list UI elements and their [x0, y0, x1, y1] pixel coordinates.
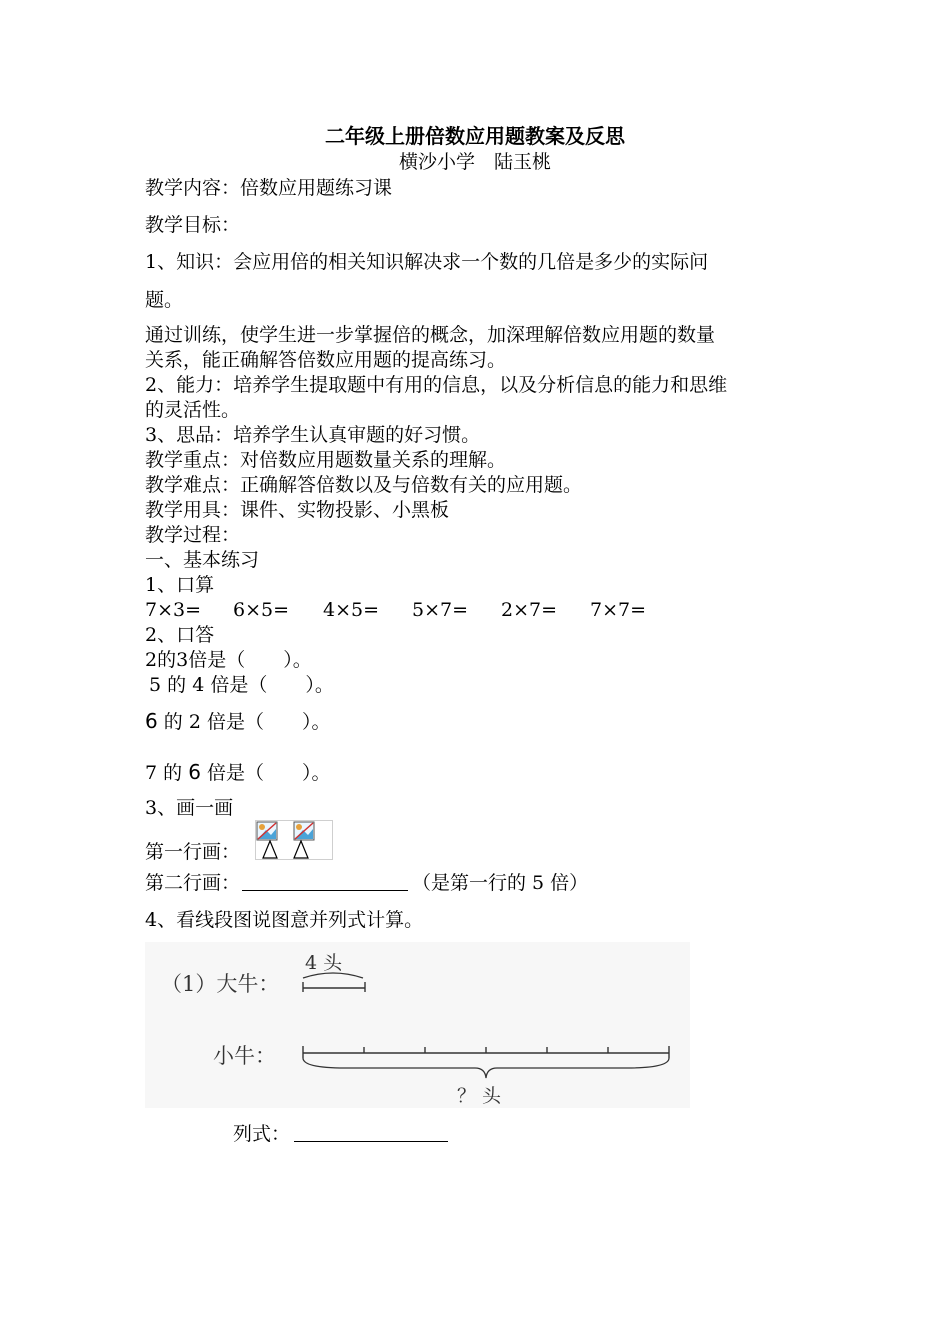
- formula-row: 列式：: [233, 1122, 448, 1146]
- goal3: 3、思品：培养学生认真审题的好习惯。: [145, 424, 481, 446]
- goals-heading: 教学目标：: [145, 214, 241, 236]
- line-segment-diagram: [145, 942, 690, 1108]
- image-placeholder-icon: [294, 822, 314, 840]
- draw-row2: 第二行画： （是第一行的 5 倍）: [145, 872, 589, 894]
- small-cow-label: 小牛：: [213, 1044, 276, 1068]
- formula-blank[interactable]: [294, 1123, 448, 1142]
- goal1-line2: 题。: [145, 289, 184, 311]
- oral-answer-item: 6 的 2 倍是（ ）。: [145, 709, 331, 733]
- shape-drawing: [256, 821, 332, 859]
- draw-row1-label: 第一行画：: [145, 841, 241, 863]
- oral-calc-heading: 1、口算: [145, 574, 215, 596]
- small-cow-total: ？ 头: [457, 1085, 502, 1107]
- goal1-paragraph-line1: 通过训练，使学生进一步掌握倍的概念，加深理解倍数应用题的数量: [145, 324, 716, 346]
- goal1-paragraph-line2: 关系，能正确解答倍数应用题的提高练习。: [145, 349, 507, 371]
- oral-answer-item: 2的3倍是（ ）。: [145, 649, 312, 671]
- document-title: 二年级上册倍数应用题教案及反思: [325, 124, 625, 148]
- section-basic-practice: 一、基本练习: [145, 549, 260, 571]
- author-line: 横沙小学 陆玉桃: [398, 151, 551, 173]
- small-cow-brace: [303, 1058, 669, 1078]
- oral-calc-item: 5×7=: [412, 599, 469, 621]
- big-cow-label: （1）大牛：: [161, 972, 280, 996]
- goal2-line2: 的灵活性。: [145, 399, 241, 421]
- line-diagram-heading: 4、看线段图说图意并列式计算。: [145, 909, 424, 931]
- first-row-drawing: [255, 820, 333, 860]
- key-point: 教学重点：对倍数应用题数量关系的理解。: [145, 449, 507, 471]
- goal2-line1: 2、能力：培养学生提取题中有用的信息，以及分析信息的能力和思维: [145, 374, 728, 396]
- oral-calc-item: 7×7=: [590, 599, 647, 621]
- teaching-content: 教学内容：倍数应用题练习课: [145, 177, 393, 199]
- oral-calc-item: 7×3=: [145, 599, 202, 621]
- triangle-icon: [263, 841, 277, 858]
- oral-calc-row: [145, 598, 646, 622]
- triangle-icon: [294, 841, 308, 858]
- oral-answer-item: 5 的 4 倍是（ ）。: [149, 674, 334, 696]
- big-cow-count: 4 头: [305, 952, 343, 974]
- difficulty: 教学难点：正确解答倍数以及与倍数有关的应用题。: [145, 474, 583, 496]
- oral-answer-heading: 2、口答: [145, 624, 215, 646]
- oral-calc-item: 4×5=: [323, 599, 380, 621]
- draw-heading: 3、画一画: [145, 797, 234, 819]
- goal1-line1: 1、知识：会应用倍的相关知识解决求一个数的几倍是多少的实际问: [145, 251, 709, 273]
- oral-answer-item: 7 的 6 倍是（ ）。: [145, 760, 331, 784]
- answer-blank[interactable]: [242, 872, 408, 891]
- oral-calc-item: 6×5=: [233, 599, 290, 621]
- image-placeholder-icon: [257, 822, 277, 840]
- teaching-process: 教学过程：: [145, 524, 241, 546]
- teaching-tools: 教学用具：课件、实物投影、小黑板: [145, 499, 450, 521]
- oral-calc-item: 2×7=: [501, 599, 558, 621]
